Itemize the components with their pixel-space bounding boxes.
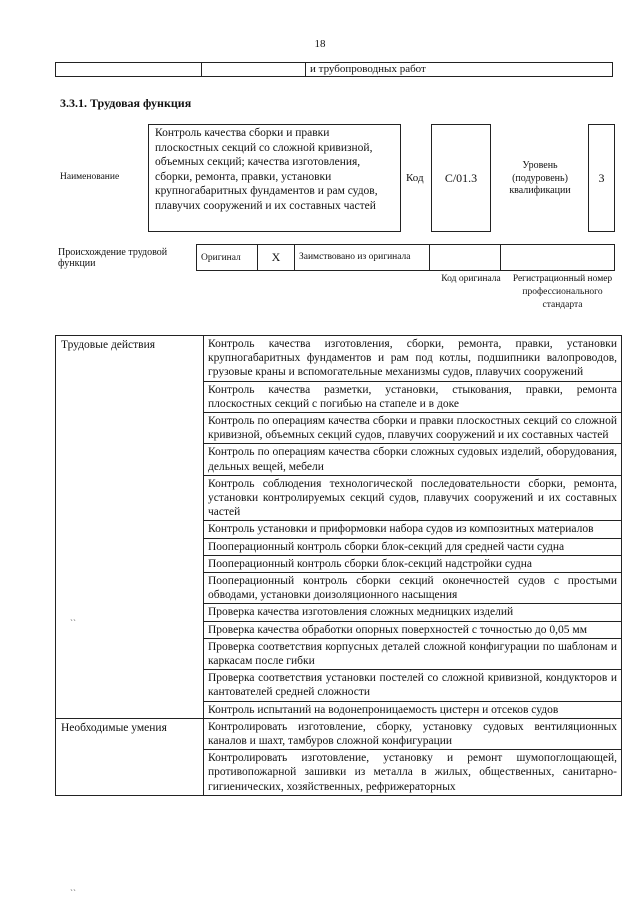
code-label: Код [406, 172, 424, 184]
labor-action-row [56, 336, 622, 382]
borrowed-cell: Заимствовано из оригинала [295, 245, 430, 271]
labor-action-row-text: Проверка качества изготовления сложных медницких изделий [204, 604, 622, 621]
original-mark: X [258, 245, 295, 271]
skill-row-text: Контролировать изготовление, установку и ремонт шумопоглощающей, противопожарной зашивки из металла в жилых, общественных, санитарно-гигиенических, хозяйственных, рефрижераторных [204, 750, 622, 796]
table-cell: и трубопроводных работ [306, 63, 613, 77]
labor-action-row-text: Контроль качества изготовления, сборки, ремонта, правки, установки крупногабаритных фундаментов и рам под котлы, подшипники валопроводов, грузовые краны и вспомогательные механизмы судов, плавучих сооружений [204, 336, 622, 382]
code-box [431, 124, 491, 232]
skill-row-text: Контролировать изготовление, сборку, установку судовых вентиляционных каналов и шахт, тамбуров сложной конфигурации [204, 718, 622, 749]
code-original-cell [430, 245, 501, 271]
labor-action-row-text: Контроль качества разметки, установки, стыкования, правки, ремонта плоскостных секций с погибью на стапеле и в доке [204, 381, 622, 412]
labor-action-row-text: Контроль соблюдения технологической последовательности сборки, ремонта, установки контролируемых секций судов, плавучих сооружений и их составных частей [204, 475, 622, 521]
labor-action-row-text: Пооперационный контроль сборки блок-секций для средней части судна [204, 538, 622, 555]
labor-action-row-text: Контроль по операциям качества сборки сложных судовых изделий, оборудования, дельных вещей, мебели [204, 444, 622, 475]
section-heading: 3.3.1. Трудовая функция [60, 96, 192, 110]
level-box [588, 124, 615, 232]
origin-label: Происхождение трудовой функции [58, 247, 168, 269]
code-original-caption: Код оригинала [441, 274, 501, 284]
labor-action-row-text: Проверка соответствия установки постелей со сложной кривизной, кондукторов и кантователей средней сложности [204, 670, 622, 701]
labor-action-row-text: Проверка качества обработки опорных поверхностей с точностью до 0,05 мм [204, 621, 622, 638]
table-cell [202, 63, 306, 77]
function-name-box: Контроль качества сборки и правки плоскостных секций со сложной кривизной, объемных секций; качества изготовления, сборки, ремонта, правки, установки крупногабаритных фундаментов и рам судов, плавучих сооружений и их составных частей [148, 124, 401, 232]
name-label: Наименование [60, 172, 120, 182]
level-label: Уровень (подуровень) квалификации [509, 160, 571, 196]
code-value: C/01.3 [444, 171, 478, 185]
origin-table [196, 244, 615, 271]
stray-mark: `` [70, 888, 76, 898]
original-cell: Оригинал [197, 245, 258, 271]
labor-action-row-text: Контроль установки и приформовки набора судов из композитных материалов [204, 521, 622, 538]
skills-label: Необходимые умения [56, 718, 204, 795]
stray-mark: `` [70, 618, 76, 628]
labor-action-row-text: Контроль испытаний на водонепроницаемость цистерн и отсеков судов [204, 701, 622, 718]
continuation-table-row [55, 62, 613, 77]
reg-number-caption: Регистрационный номер профессионального стандарта [512, 274, 613, 310]
labor-action-row-text: Контроль по операциям качества сборки и правки плоскостных секций со сложной кривизной, объемных секций судов, плавучих сооружений и их составных частей [204, 413, 622, 444]
labor-action-row-text: Пооперационный контроль сборки секций оконечностей судов с простыми обводами, установки доизоляционного насыщения [204, 573, 622, 604]
reg-number-cell [501, 245, 615, 271]
actions-label: Трудовые действия [56, 336, 204, 719]
skill-row [56, 718, 622, 749]
labor-action-row-text: Проверка соответствия корпусных деталей сложной конфигурации по шаблонам и каркасам после гибки [204, 638, 622, 669]
labor-action-row-text: Пооперационный контроль сборки блок-секций надстройки судна [204, 555, 622, 572]
page-number: 18 [314, 38, 326, 50]
requirements-table [55, 335, 622, 796]
level-value: 3 [598, 171, 605, 185]
table-cell [56, 63, 202, 77]
